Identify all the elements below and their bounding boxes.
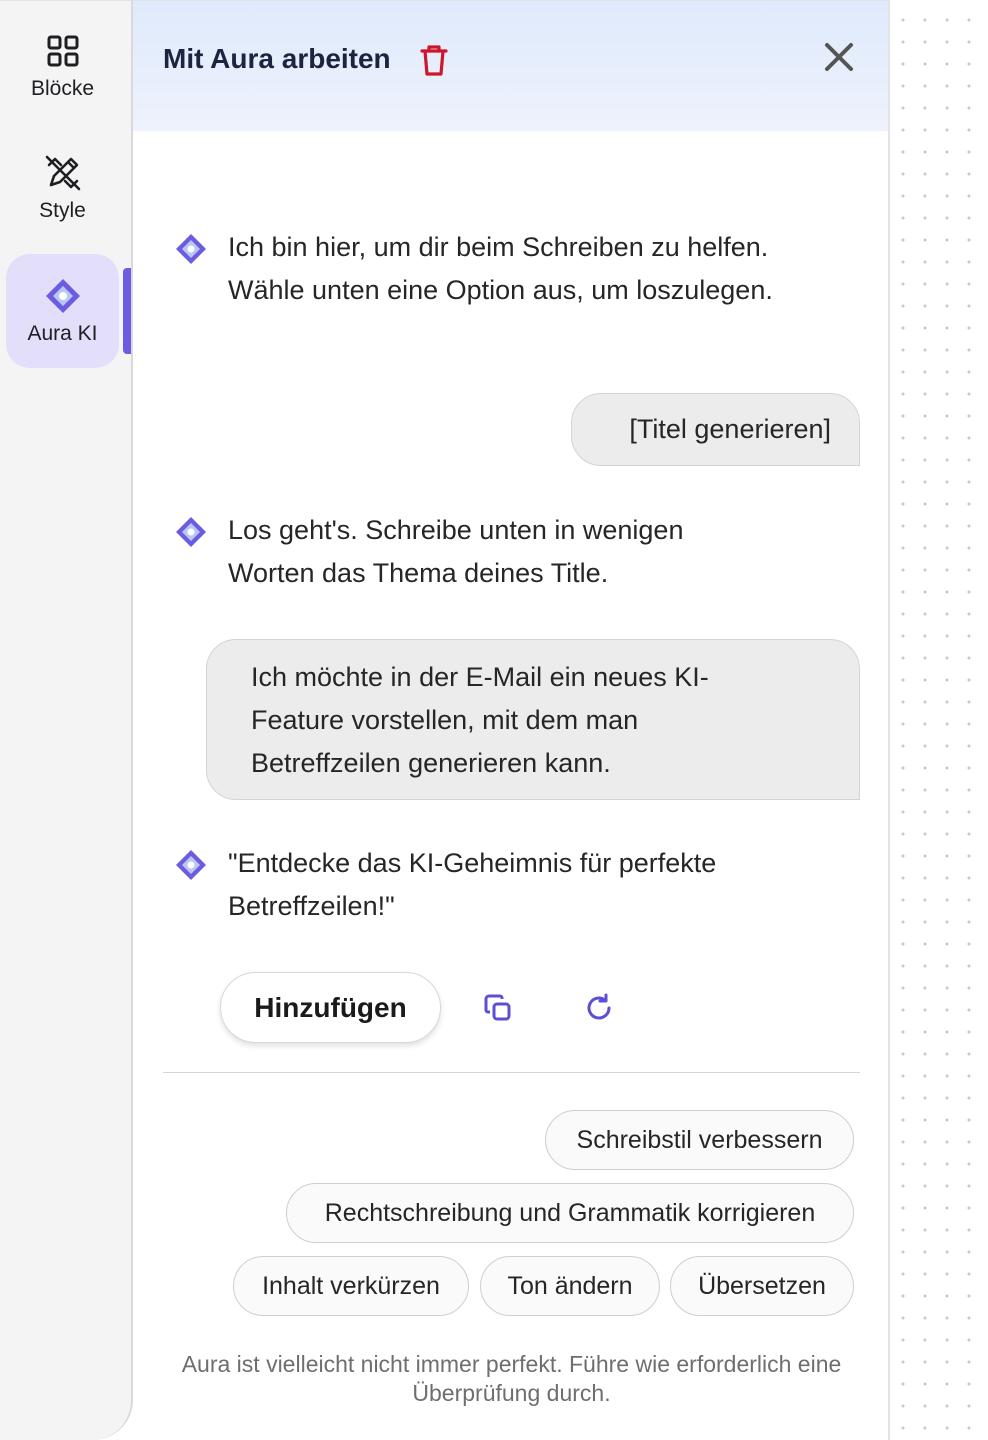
divider	[163, 1072, 860, 1073]
ai-avatar-icon	[174, 515, 208, 549]
aura-ai-icon	[43, 276, 83, 316]
left-rail	[0, 0, 133, 1440]
ai-message: Ich bin hier, um dir beim Schreiben zu helfen. Wähle unten eine Option aus, um loszulegen.	[228, 232, 773, 305]
sidebar-item-bloecke[interactable]	[6, 21, 119, 111]
sidebar-item-style[interactable]	[6, 143, 119, 233]
active-indicator	[123, 268, 131, 354]
editor-canvas[interactable]	[890, 0, 988, 1440]
aura-panel	[133, 0, 890, 1440]
ai-message: Los geht's. Schreibe unten in wenigen Worten das Thema deines Title.	[228, 515, 684, 588]
trash-icon[interactable]	[419, 43, 449, 77]
sidebar-item-label: Style	[39, 199, 86, 222]
panel-title: Mit Aura arbeiten	[163, 43, 391, 74]
copy-button[interactable]	[475, 985, 521, 1031]
suggestion-chip[interactable]: Rechtschreibung und Grammatik korrigieren	[286, 1183, 854, 1243]
sidebar-item-aura-ki[interactable]	[6, 254, 119, 368]
close-icon	[823, 41, 855, 73]
regenerate-button[interactable]	[576, 985, 622, 1031]
disclaimer: Aura ist vielleicht nicht immer perfekt. Führe wie erforderlich eine Überprüfung durch.	[181, 1351, 842, 1406]
ai-avatar-icon	[174, 232, 208, 266]
user-message: Ich möchte in der E-Mail ein neues KI- Feature vorstellen, mit dem man Betreffzeilen generieren kann.	[206, 639, 860, 800]
refresh-icon	[584, 993, 614, 1023]
suggestion-chip[interactable]: Übersetzen	[670, 1256, 854, 1316]
add-button[interactable]: Hinzufügen	[220, 972, 441, 1043]
pen-ruler-icon	[43, 153, 83, 193]
copy-icon	[483, 993, 513, 1023]
user-message: [Titel generieren]	[571, 393, 860, 466]
suggestion-chip[interactable]: Inhalt verkürzen	[233, 1256, 469, 1316]
suggestion-chip[interactable]: Ton ändern	[480, 1256, 660, 1316]
ai-message: "Entdecke das KI-Geheimnis für perfekte Betreffzeilen!"	[228, 848, 717, 921]
close-button[interactable]	[817, 37, 861, 77]
panel-header	[133, 0, 888, 131]
ai-avatar-icon	[174, 848, 208, 882]
blocks-grid-icon	[43, 31, 83, 71]
sidebar-item-label: Aura KI	[27, 322, 98, 345]
sidebar-item-label: Blöcke	[30, 77, 95, 100]
suggestion-chip[interactable]: Schreibstil verbessern	[545, 1110, 854, 1170]
